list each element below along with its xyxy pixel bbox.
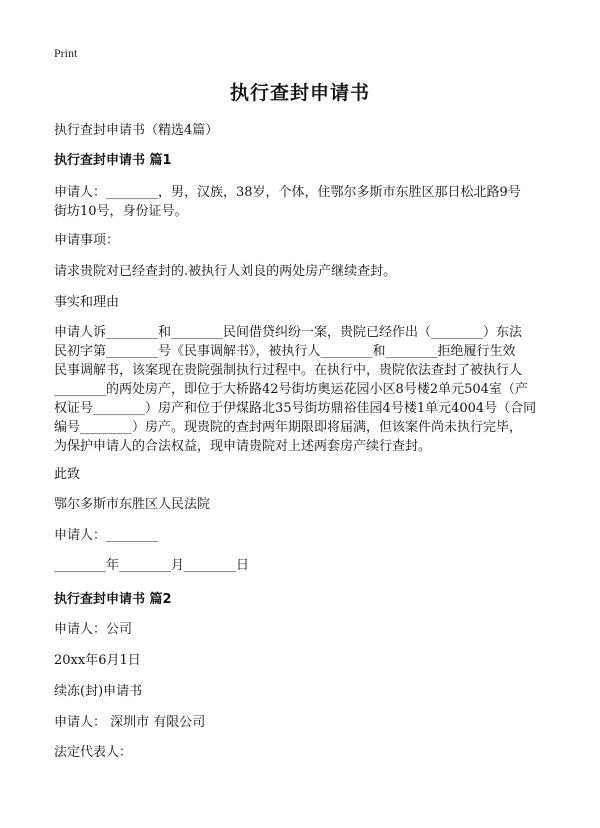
facts-line: ________的两处房产，即位于大桥路42号街坊奥运花园小区8号楼2单元504室（产 <box>54 382 528 397</box>
applicant-line-1: 申请人：________，男，汉族，38岁，个体，住鄂尔多斯市东胜区那日松北路9号 <box>54 185 521 200</box>
signature-applicant: 申请人：________ <box>54 528 159 543</box>
facts-line: 为保护申请人的合法权益，现申请贵院对上述两套房产续行查封。 <box>54 439 432 454</box>
salutation: 此致 <box>54 467 81 482</box>
section2-subtitle: 续冻(封)申请书 <box>54 684 143 699</box>
facts-line: 权证号________）房产和位于伊煤路北35号街坊鼎裕佳园4号楼1单元4004号（合同 <box>54 401 537 416</box>
court-name: 鄂尔多斯市东胜区人民法院 <box>54 497 211 512</box>
facts-line: 民初字第________号《民事调解书》，被执行人________和________拒绝履行生效 <box>54 344 516 359</box>
section2-applicant: 申请人：公司 <box>54 622 133 637</box>
applicant-line-2: 街坊10号，身份证号。 <box>54 204 188 219</box>
facts-label: 事实和理由 <box>54 295 120 310</box>
facts-line: 申请人诉________和________民间借贷纠纷一案，贵院已经作出（________）东法 <box>54 325 523 340</box>
print-label: Print <box>54 46 78 60</box>
matters-label: 申请事项： <box>54 233 120 248</box>
signature-date: ________年________月________日 <box>54 558 250 573</box>
section2-legal-representative: 法定代表人： <box>54 745 133 760</box>
document-title: 执行查封申请书 <box>229 82 370 104</box>
document-subtitle: 执行查封申请书（精选4篇） <box>54 123 219 138</box>
section2-applicant-company: 申请人： 深圳市 有限公司 <box>54 715 206 730</box>
facts-line: 编号________）房产。现贵院的查封两年期限即将届满，但该案件尚未执行完毕， <box>54 420 523 435</box>
request-text: 请求贵院对已经查封的.被执行人刘良的两处房产继续查封。 <box>54 264 397 279</box>
section1-heading: 执行查封申请书 篇1 <box>54 153 172 168</box>
facts-line: 民事调解书，该案现在贵院强制执行过程中。在执行中，贵院依法查封了被执行人 <box>54 363 523 378</box>
section2-date: 20xx年6月1日 <box>54 653 141 668</box>
section2-heading: 执行查封申请书 篇2 <box>54 592 172 607</box>
